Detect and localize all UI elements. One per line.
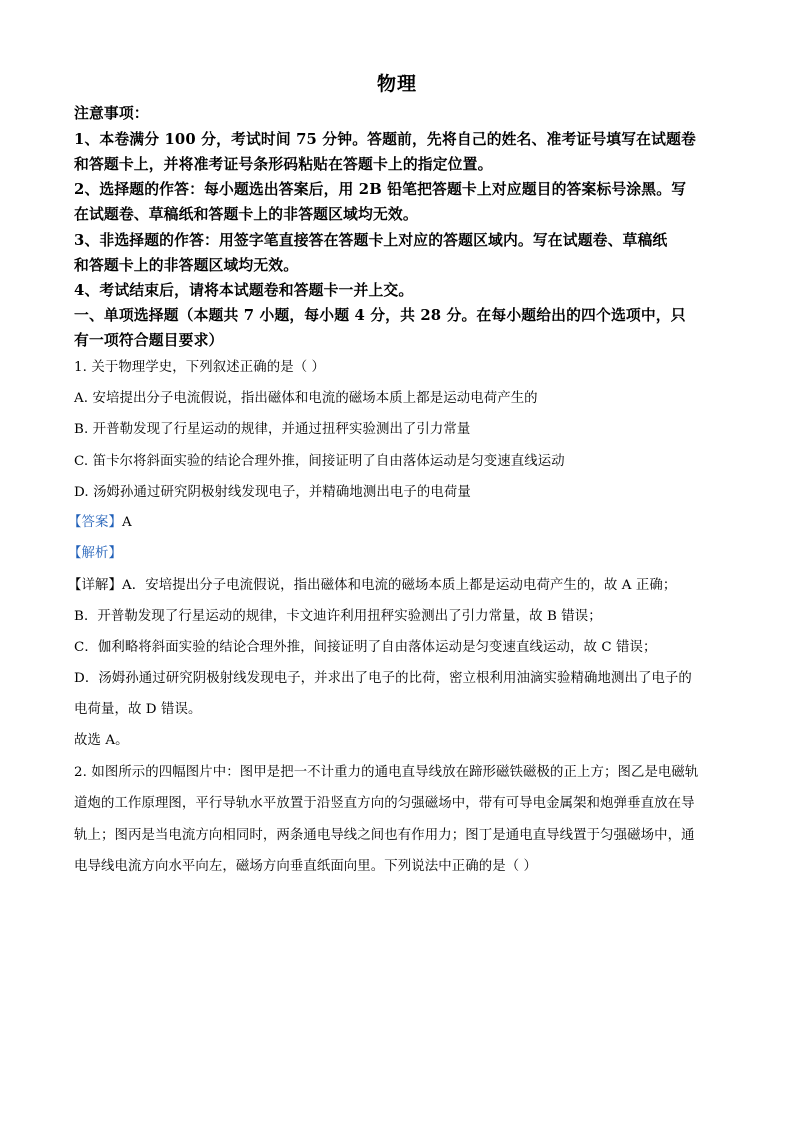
notice-heading: 注意事项： bbox=[74, 105, 149, 122]
page-title: 物理 bbox=[376, 73, 417, 95]
conclusion: 故选 A。 bbox=[74, 733, 129, 748]
detail-a-text: A．安培提出分子电流假说，指出磁体和电流的磁场本质上都是运动电荷产生的，故 A 正确； bbox=[121, 578, 677, 593]
notice-item-3-line-2: 和答题卡上的非答题区域均无效。 bbox=[74, 257, 299, 274]
notice-item-1-line-1: 1、本卷满分 100 分，考试时间 75 分钟。答题前，先将自己的姓名、准考证号填写在试题卷 bbox=[74, 131, 696, 148]
detail-tag: 【详解】 bbox=[68, 578, 122, 593]
question-2-stem-line-4: 电导线电流方向水平向左，磁场方向垂直纸面向里。下列说法中正确的是（ ） bbox=[74, 859, 538, 874]
question-1-option-a: A. 安培提出分子电流假说，指出磁体和电流的磁场本质上都是运动电荷产生的 bbox=[74, 391, 538, 406]
section-1-heading-line-2: 有一项符合题目要求） bbox=[74, 332, 224, 349]
detail-row-d-line-2: 电荷量，故 D 错误。 bbox=[74, 702, 202, 717]
detail-row-b: B．开普勒发现了行星运动的规律，卡文迪许利用扭秤实验测出了引力常量，故 B 错误； bbox=[74, 609, 602, 624]
notice-item-1-line-2: 和答题卡上，并将准考证号条形码粘贴在答题卡上的指定位置。 bbox=[74, 156, 493, 173]
answer-row bbox=[68, 513, 132, 533]
question-2-stem-line-1: 2. 如图所示的四幅图片中：图甲是把一不计重力的通电直导线放在蹄形磁铁磁极的正上方；图乙是电磁轨 bbox=[74, 765, 699, 780]
question-1-option-c: C. 笛卡尔将斜面实验的结论合理外推，间接证明了自由落体运动是匀变速直线运动 bbox=[74, 454, 565, 469]
question-1-stem: 1. 关于物理学史，下列叙述正确的是（ ） bbox=[74, 360, 326, 375]
detail-row-c: C．伽利略将斜面实验的结论合理外推，间接证明了自由落体运动是匀变速直线运动，故 C 错误； bbox=[74, 640, 657, 655]
detail-row-d-line-1: D．汤姆孙通过研究阴极射线发现电子，并求出了电子的比荷，密立根利用油滴实验精确地测出了电子的 bbox=[74, 671, 692, 686]
notice-item-4: 4、考试结束后，请将本试题卷和答题卡一并上交。 bbox=[74, 282, 414, 299]
question-1-option-b: B. 开普勒发现了行星运动的规律，并通过扭秤实验测出了引力常量 bbox=[74, 422, 471, 437]
analysis-tag: 【解析】 bbox=[68, 546, 122, 561]
question-1-option-d: D. 汤姆孙通过研究阴极射线发现电子，并精确地测出电子的电荷量 bbox=[74, 485, 471, 500]
notice-item-3-line-1: 3、非选择题的作答：用签字笔直接答在答题卡上对应的答题区域内。写在试题卷、草稿纸 bbox=[74, 232, 668, 249]
answer-value: A bbox=[121, 515, 132, 530]
question-2-stem-line-3: 轨上；图丙是当电流方向相同时，两条通电导线之间也有作用力；图丁是通电直导线置于匀强磁场中，通 bbox=[74, 828, 695, 843]
notice-item-2-line-2: 在试题卷、草稿纸和答题卡上的非答题区域均无效。 bbox=[74, 206, 418, 223]
detail-row-a bbox=[68, 576, 676, 596]
notice-item-2-line-1: 2、选择题的作答：每小题选出答案后，用 2B 铅笔把答题卡上对应题目的答案标号涂黑。写 bbox=[74, 181, 687, 198]
section-1-heading-line-1: 一、单项选择题（本题共 7 小题，每小题 4 分，共 28 分。在每小题给出的四个选项中，只 bbox=[74, 307, 686, 324]
question-2-stem-line-2: 道炮的工作原理图，平行导轨水平放置于沿竖直方向的匀强磁场中，带有可导电金属架和炮弹垂直放在导 bbox=[74, 796, 695, 811]
answer-tag: 【答案】 bbox=[68, 515, 122, 530]
